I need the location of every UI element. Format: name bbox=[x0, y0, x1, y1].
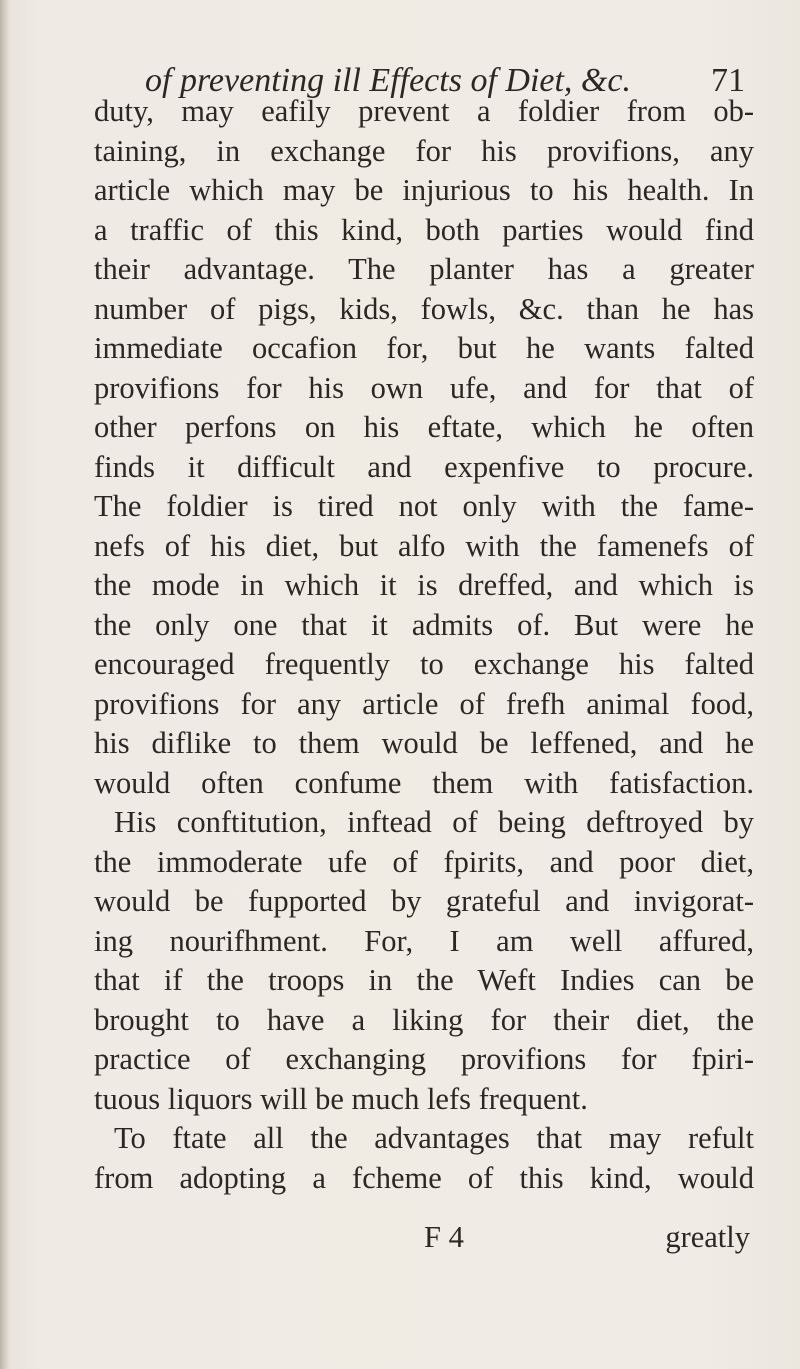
text-line: provifions for any article of frefh animal food, bbox=[94, 686, 754, 721]
text-line: taining, in exchange for his provifions, any bbox=[94, 133, 754, 168]
text-line: tuous liquors will be much lefs frequent. bbox=[94, 1081, 588, 1116]
text-line: the immoderate ufe of fpirits, and poor diet, bbox=[94, 844, 754, 879]
text-line: that if the troops in the Weft Indies can be bbox=[94, 963, 754, 997]
text-line: nefs of his diet, but alfo with the famenefs of bbox=[94, 528, 754, 563]
page-number: 71 bbox=[711, 62, 745, 99]
text-line: the only one that it admits of. But were he bbox=[94, 607, 754, 642]
text-line: other perfons on his eftate, which he often bbox=[94, 410, 754, 444]
text-line: would be fupported by grateful and invigorat- bbox=[94, 884, 754, 918]
text-line: a traffic of this kind, both parties would find bbox=[94, 212, 754, 247]
text-line: the mode in which it is dreffed, and which is bbox=[94, 568, 754, 602]
text-line: ing nourifhment. For, I am well affured, bbox=[94, 923, 754, 958]
text-line: encouraged frequently to exchange his falted bbox=[94, 647, 754, 681]
text-line: His conftitution, inftead of being deftroyed by bbox=[114, 805, 754, 839]
text-line: his diflike to them would be leffened, and he bbox=[94, 726, 754, 760]
catchword: greatly bbox=[665, 1220, 750, 1254]
text-line: from adopting a fcheme of this kind, would bbox=[94, 1160, 754, 1195]
text-line: their advantage. The planter has a greater bbox=[94, 252, 754, 286]
text-line: immediate occafion for, but he wants falted bbox=[94, 331, 754, 365]
text-line: would often confume them with fatisfaction. bbox=[94, 765, 754, 800]
text-line: finds it difficult and expenfive to procure. bbox=[94, 449, 754, 484]
text-line: article which may be injurious to his health. In bbox=[94, 173, 754, 207]
text-line: number of pigs, kids, fowls, &c. than he has bbox=[94, 291, 754, 326]
page-binding-edge bbox=[0, 0, 10, 1369]
text-line: practice of exchanging provifions for fpiri- bbox=[94, 1042, 754, 1076]
text-line: To ftate all the advantages that may refult bbox=[114, 1121, 754, 1155]
page-footer bbox=[94, 1220, 754, 1260]
body-text bbox=[94, 92, 754, 1198]
signature-mark: F 4 bbox=[424, 1220, 464, 1254]
running-head-title: of preventing ill Effects of Diet, &c. bbox=[145, 62, 631, 99]
text-line: provifions for his own ufe, and for that of bbox=[94, 370, 754, 405]
text-line: brought to have a liking for their diet, the bbox=[94, 1002, 754, 1037]
text-line: duty, may eafily prevent a foldier from ob- bbox=[94, 94, 754, 128]
text-line: The foldier is tired not only with the fame- bbox=[94, 489, 754, 523]
